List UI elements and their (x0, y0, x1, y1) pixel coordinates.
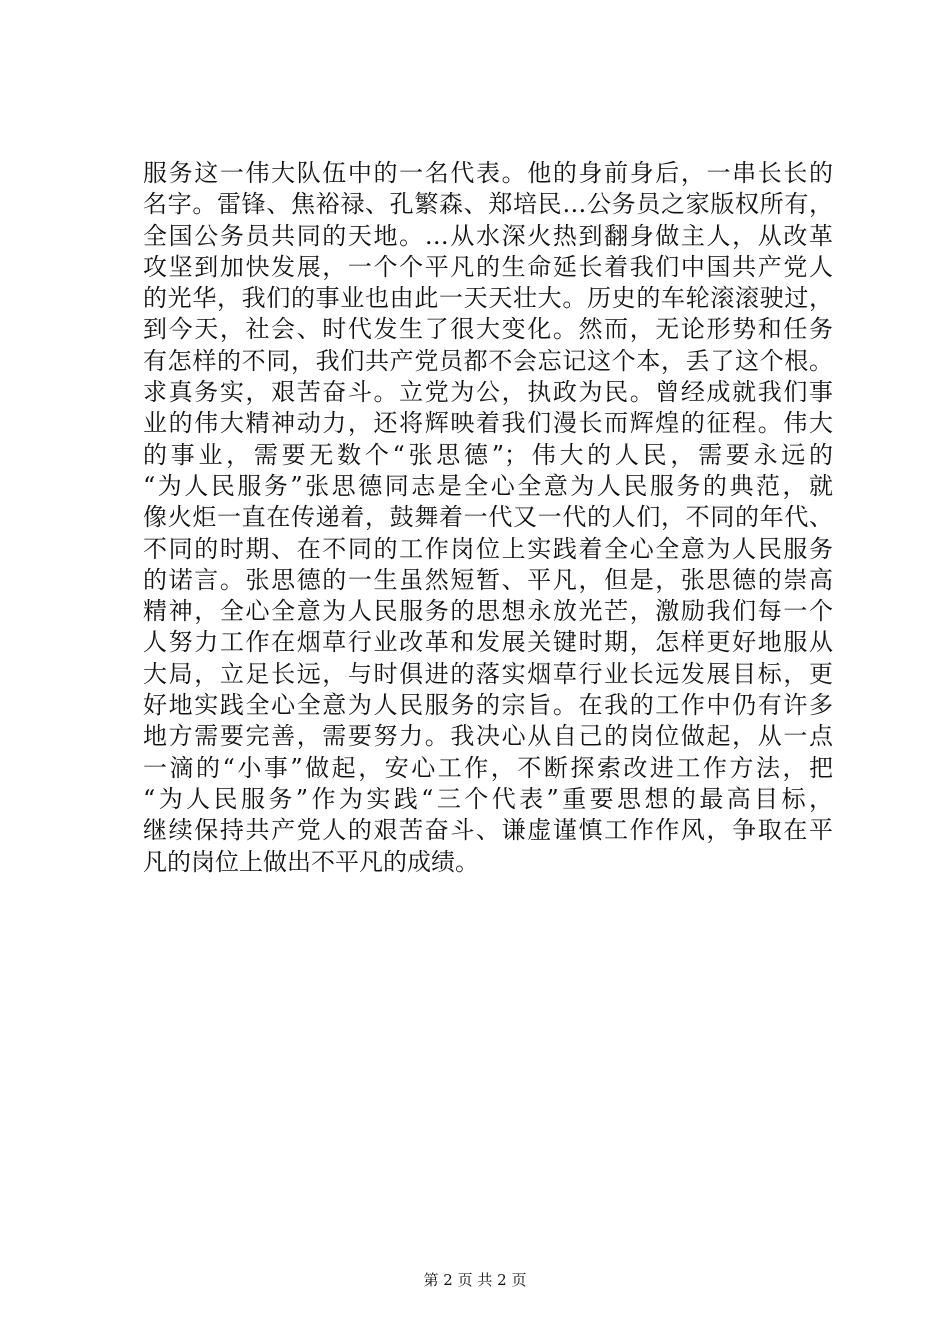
text-line: 精神，全心全意为人民服务的思想永放光芒，激励我们每一个 (143, 597, 833, 626)
text-line: 业的伟大精神动力，还将辉映着我们漫长而辉煌的征程。伟大 (143, 409, 833, 438)
text-line: 人努力工作在烟草行业改革和发展关键时期，怎样更好地服从 (143, 628, 833, 657)
text-line: 服务这一伟大队伍中的一名代表。他的身前身后，一串长长的 (143, 159, 833, 187)
text-line: 名字。雷锋、焦裕禄、孔繁森、郑培民…公务员之家版权所有， (143, 190, 833, 219)
text-line: 大局，立足长远，与时俱进的落实烟草行业长远发展目标，更 (143, 659, 833, 688)
text-line: 求真务实，艰苦奋斗。立党为公，执政为民。曾经成就我们事 (143, 378, 833, 407)
text-line: 全国公务员共同的天地。…从水深火热到翻身做主人，从改革 (143, 221, 833, 250)
text-line: 的光华，我们的事业也由此一天天壮大。历史的车轮滚滚驶过， (143, 284, 833, 313)
text-line: 好地实践全心全意为人民服务的宗旨。在我的工作中仍有许多 (143, 691, 833, 720)
text-line: 有怎样的不同，我们共产党员都不会忘记这个本，丢了这个根。 (143, 346, 833, 375)
text-line: 一滴的“小事”做起，安心工作，不断探索改进工作方法，把 (143, 753, 833, 782)
text-line: 凡的岗位上做出不平凡的成绩。 (143, 847, 479, 876)
text-line: 的事业，需要无数个“张思德”；伟大的人民，需要永远的 (143, 440, 833, 469)
text-line: 像火炬一直在传递着，鼓舞着一代又一代的人们，不同的年代、 (143, 503, 833, 532)
text-line: 的诺言。张思德的一生虽然短暂、平凡，但是，张思德的崇高 (143, 565, 833, 594)
page-footer: 第 2 页 共 2 页 (423, 1271, 527, 1289)
text-line: 地方需要完善，需要努力。我决心从自己的岗位做起，从一点 (143, 722, 833, 751)
text-line: “为人民服务”作为实践“三个代表”重要思想的最高目标， (143, 784, 833, 813)
text-line: 到今天，社会、时代发生了很大变化。然而，无论形势和任务 (143, 315, 833, 344)
text-line: 攻坚到加快发展，一个个平凡的生命延长着我们中国共产党人 (143, 252, 833, 281)
text-line: 继续保持共产党人的艰苦奋斗、谦虚谨慎工作作风，争取在平 (143, 816, 833, 845)
text-line: “为人民服务”张思德同志是全心全意为人民服务的典范，就 (143, 471, 833, 500)
body-text (143, 158, 833, 878)
text-line: 不同的时期、在不同的工作岗位上实践着全心全意为人民服务 (143, 534, 833, 563)
